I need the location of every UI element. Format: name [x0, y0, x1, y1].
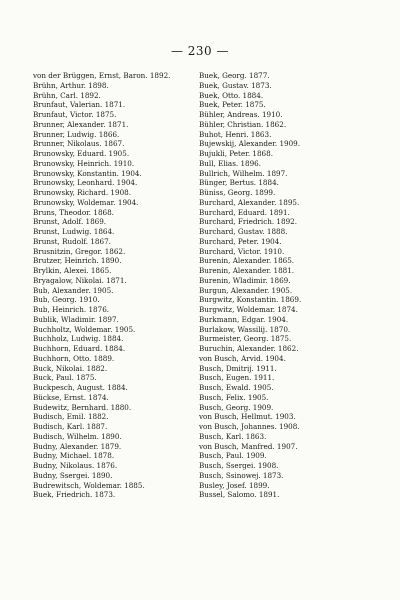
name-entry: Burchard, Peter. 1904.: [199, 236, 282, 246]
name-entry: Bujewskij, Alexander. 1909.: [199, 139, 301, 149]
name-entry: Burchard, Victor. 1910.: [199, 246, 285, 256]
name-entry: Burgwitz, Woldemar. 1874.: [199, 305, 298, 314]
name-entry: Burchard, Eduard. 1891.: [199, 207, 290, 217]
name-entry: Buchholz, Ludwig. 1884.: [33, 334, 124, 344]
name-entry: Bullrich, Wilhelm. 1897.: [199, 168, 288, 178]
name-entry: Burkmann, Edgar. 1904.: [199, 314, 289, 324]
name-entry: Büniss, Georg. 1899.: [199, 188, 276, 197]
name-entry: Budrewitsch, Woldemar. 1885.: [33, 480, 145, 490]
name-entry: Bückse, Ernst. 1874.: [33, 392, 109, 402]
name-entry: Buhot, Henri. 1863.: [199, 129, 272, 139]
name-entry: Bryagalow, Nikolai. 1871.: [33, 275, 127, 285]
name-entry: Buek, Otto. 1884.: [199, 90, 264, 100]
name-entry: von der Brüggen, Ernst, Baron. 1892.: [33, 71, 171, 80]
name-entry: Bublik, Wladimir. 1897.: [33, 314, 119, 324]
name-entry: Burmeister, Georg. 1875.: [199, 334, 292, 344]
name-entry: von Busch, Manfred. 1907.: [199, 441, 298, 451]
name-entry: Budny, Ssergei. 1890.: [33, 470, 113, 480]
name-entry: Buck, Paul. 1875.: [33, 373, 97, 383]
name-entry: Buek, Georg. 1877.: [199, 71, 270, 80]
name-entry: Brunst, Ludwig. 1864.: [33, 227, 115, 236]
name-entry: Burgun, Alexander. 1905.: [199, 285, 293, 295]
name-entry: Budisch, Emil. 1882.: [33, 412, 109, 422]
name-entry: Bub, Heinrich. 1876.: [33, 305, 110, 314]
name-entry: Busch, Karl. 1863.: [199, 431, 267, 441]
name-entry: Bünger, Bertus. 1884.: [199, 178, 279, 188]
name-entry: Burenin, Wladimir. 1869.: [199, 275, 291, 285]
name-entry: Brunfaut, Valerian. 1871.: [33, 100, 126, 110]
name-entry: von Busch, Johannes. 1908.: [199, 422, 300, 431]
right-name-column: [199, 71, 369, 500]
name-entry: Busch, Ssergei. 1908.: [199, 461, 279, 470]
name-entry: Brunowsky, Richard. 1908.: [33, 188, 132, 197]
name-entry: Bub, Alexander. 1905.: [33, 285, 114, 295]
name-entry: Busch, Felix. 1905.: [199, 392, 269, 402]
name-entry: Busch, Ssinowej. 1873.: [199, 470, 284, 480]
name-entry: Budny, Michael. 1878.: [33, 451, 115, 461]
name-entry: Brunst, Adolf. 1869.: [33, 217, 107, 227]
name-entry: von Busch, Hellmut. 1903.: [199, 412, 296, 422]
name-entry: Brunner, Nikolaus. 1867.: [33, 139, 125, 149]
name-entry: Burenin, Alexander. 1865.: [199, 256, 295, 266]
name-entry: Buchhorn, Eduard. 1884.: [33, 344, 126, 353]
name-entry: Budisch, Wilhelm. 1890.: [33, 431, 122, 441]
name-entry: Brunner, Ludwig. 1866.: [33, 129, 120, 139]
name-entry: Burenin, Alexander. 1881.: [199, 266, 295, 275]
name-entry: Busch, Georg. 1909.: [199, 402, 274, 412]
name-entry: Bub, Georg. 1910.: [33, 295, 100, 305]
name-entry: Brusnitzin, Gregor. 1862.: [33, 246, 126, 256]
name-entry: Bussel, Salomo. 1891.: [199, 490, 280, 500]
name-entry: Buchholtz, Woldemar. 1905.: [33, 324, 136, 334]
name-entry: Brutzer, Heinrich. 1890.: [33, 256, 122, 266]
name-entry: Brunowsky, Eduard. 1905.: [33, 149, 130, 158]
name-entry: Brühn, Carl. 1892.: [33, 90, 101, 100]
name-entry: Buek, Peter. 1875.: [199, 100, 266, 110]
name-entry: Buek, Friedrich. 1873.: [33, 490, 116, 500]
name-entry: Brunowsky, Heinrich. 1910.: [33, 158, 135, 168]
name-entry: Brunowsky, Konstantin. 1904.: [33, 168, 142, 178]
page-number: — 230 —: [170, 44, 230, 58]
name-entry: Bühler, Christian. 1862.: [199, 119, 287, 129]
name-entry: Brylkin, Alexei. 1865.: [33, 266, 112, 275]
name-entry: Busch, Dmitrij. 1911.: [199, 363, 277, 373]
name-entry: Brunst, Rudolf. 1867.: [33, 236, 111, 246]
name-entry: Buruchin, Alexander. 1862.: [199, 344, 299, 353]
name-entry: Bull, Elias. 1896.: [199, 158, 262, 168]
name-entry: Busch, Ewald. 1905.: [199, 383, 274, 392]
name-entry: Bruns, Theodor. 1868.: [33, 207, 114, 217]
name-entry: Budny, Nikolaus. 1876.: [33, 461, 118, 470]
name-entry: Buek, Gustav. 1873.: [199, 80, 272, 90]
left-name-column: [33, 71, 203, 500]
name-entry: Burlakow, Wassilij. 1870.: [199, 324, 291, 334]
name-entry: Burchard, Gustav. 1888.: [199, 227, 288, 236]
name-entry: Brunner, Alexander. 1871.: [33, 119, 129, 129]
name-entry: Budisch, Karl. 1887.: [33, 422, 108, 431]
name-entry: Bujukli, Peter. 1868.: [199, 149, 273, 158]
name-entry: Buckpesch, August. 1884.: [33, 383, 128, 392]
name-entry: Busch, Paul. 1909.: [199, 451, 267, 461]
name-entry: von Busch, Arvid. 1904.: [199, 353, 286, 363]
name-entry: Brunowsky, Leonhard. 1904.: [33, 178, 138, 188]
name-entry: Bühler, Andreas. 1910.: [199, 110, 283, 119]
name-entry: Busley, Josef. 1899.: [199, 480, 270, 490]
name-entry: Buck, Nikolai. 1882.: [33, 363, 108, 373]
name-entry: Busch, Eugen. 1911.: [199, 373, 275, 383]
name-entry: Brühn, Arthur. 1898.: [33, 80, 109, 90]
name-entry: Budewitz, Bernhard. 1880.: [33, 402, 132, 412]
name-entry: Burchard, Alexander. 1895.: [199, 197, 300, 207]
name-entry: Buchhorn, Otto. 1889.: [33, 353, 115, 363]
name-entry: Burgwitz, Konstantin. 1869.: [199, 295, 302, 305]
name-entry: Brunfaut, Victor. 1875.: [33, 110, 117, 119]
name-entry: Brunowsky, Woldemar. 1904.: [33, 197, 139, 207]
name-entry: Budny, Alexander. 1879.: [33, 441, 122, 451]
name-entry: Burchard, Friedrich. 1892.: [199, 217, 298, 227]
